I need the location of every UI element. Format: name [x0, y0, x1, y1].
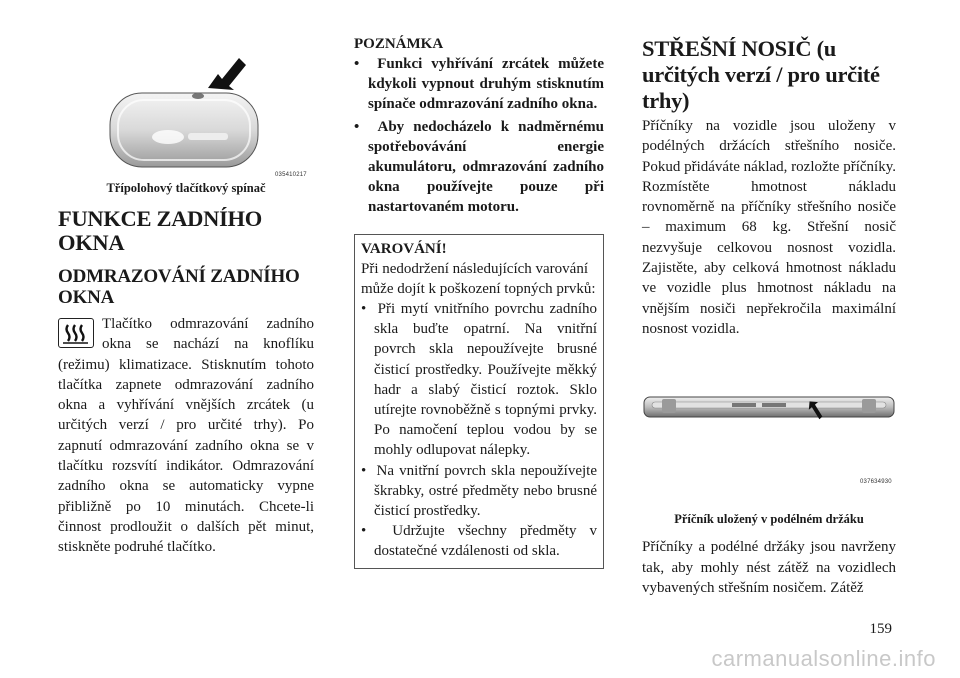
note-item: • Aby nedocházelo k nadměrnému spotřebovávání energie akumulátoru, odmrazování zadního okna používejte pouze při nastartovaném motoru.: [354, 118, 604, 216]
figure-caption: Příčník uložený v podélném držáku: [674, 512, 864, 527]
warning-intro: Při nedodržení následujících varování může dojít k poškození topných prvků:: [361, 260, 596, 297]
figure-code: 037634930: [860, 479, 892, 486]
subsection-heading: ODMRAZOVÁNÍ ZADNÍHO OKNA: [58, 266, 300, 308]
warning-item: • Při mytí vnitřního povrchu zadního skla buďte opatrní. Na vnitřní povrch skla nepoužívejte brusné čisticí prostředky. Používejte měkký hadr a slabý čisticí roztok. Sklo utírejte rovnoběžně s topnými prvky. Po namočení teplou vodou by se mohly odlupovat nálepky.: [361, 301, 597, 459]
crossbar-figure: [642, 353, 896, 505]
crossbar-illustration: [642, 353, 896, 486]
roof-rack-paragraph: Příčníky na vozidle jsou uloženy v podélných držácích střešního nosiče. Pokud přidáváte náklad, rozložte příčníky. Rozmístěte hmotnost nákladu rovnoměrně na příčníky střešního nosiče – maximum 68 kg. Střešní nosič nezvyšuje celkovou nosnost vozidla. Zajistěte, aby celková hmotnost nákladu ve vozidle plus hmotnost nákladu na vnějším nosiči nepřekročila maximální nosnost vozidla.: [642, 118, 896, 337]
note-title: POZNÁMKA: [354, 36, 444, 52]
section-heading: FUNKCE ZADNÍHO OKNA: [58, 206, 262, 255]
left-column: [58, 30, 314, 558]
figure-caption: Třípolohový tlačítkový spínač: [106, 181, 266, 195]
crossbar-paragraph: Příčníky a podélné držáky jsou navrženy tak, aby mohly nést zátěž na vozidlech vybavených střešním nosičem. Zátěž: [642, 539, 896, 596]
right-column: [642, 30, 896, 598]
note-list: [354, 54, 604, 218]
defrost-paragraph: Tlačítko odmrazování zadního okna se nachází na knoflíku (režimu) klimatizace. Stisknutím tohoto tlačítka zapnete odmrazování zadního okna a vyhřívání vnějších zrcátek (u určitých verzí / pro určité trhy). Po zapnutí odmrazování zadního okna se v tlačítku rozsvítí indikátor. Odmrazování zadního okna se automaticky vypne přibližně po 10 minutách. Chcete-li činnost prodloužit o dalších pět minut, stiskněte podruhé tlačítko.: [58, 316, 314, 556]
warning-item: • Na vnitřní povrch skla nepoužívejte škrabky, ostré předměty nebo brusné čisticí prostředky.: [361, 462, 597, 520]
rear-defrost-icon: [58, 318, 94, 348]
warning-item: • Udržujte všechny předměty v dostatečné vzdálenosti od skla.: [361, 523, 597, 560]
warning-title: VAROVÁNÍ!: [361, 240, 447, 257]
watermark: carmanualsonline.info: [711, 646, 936, 671]
figure-code: 035410217: [275, 172, 307, 178]
switch-figure: [58, 30, 314, 180]
warning-box: [354, 234, 604, 569]
warning-list: [361, 299, 597, 562]
roof-rack-heading: STŘEŠNÍ NOSIČ (u určitých verzí / pro určité trhy): [642, 36, 880, 113]
three-position-switch-illustration: [58, 30, 314, 180]
page-number: 159: [869, 621, 892, 637]
note-item: • Funkci vyhřívání zrcátek můžete kdykoli vypnout druhým stisknutím spínače odmrazování zadního okna.: [354, 56, 604, 113]
middle-column: [354, 34, 604, 569]
